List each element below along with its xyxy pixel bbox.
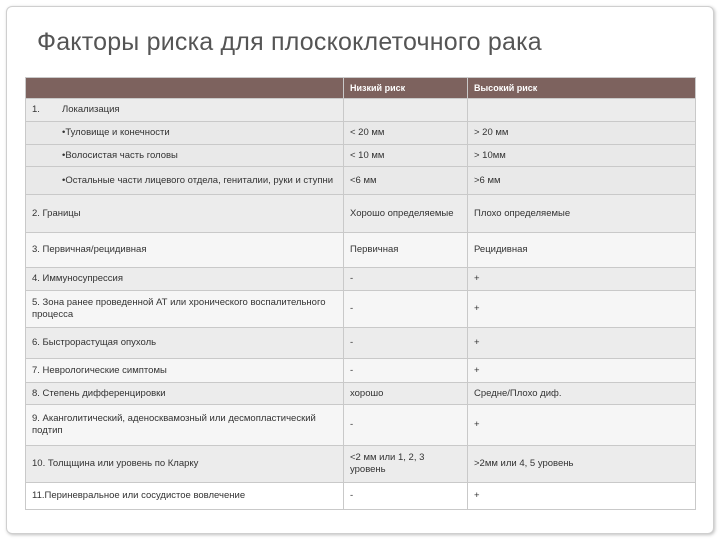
header-blank-cell [26, 78, 344, 99]
row-low: - [344, 328, 468, 359]
row-low: - [344, 405, 468, 446]
row-low: Первичная [344, 233, 468, 268]
sub-high: > 20 мм [468, 122, 696, 145]
row-label: 9. Аканголитический, аденосквамозный или десмопластический подтип [26, 405, 344, 446]
row-label: 7. Неврологические симптомы [26, 359, 344, 383]
sub-label: •Туловище и конечности [26, 122, 344, 145]
table-header-row [26, 78, 696, 99]
table-row [26, 268, 696, 291]
table-row [26, 233, 696, 268]
row-low: хорошо [344, 383, 468, 405]
row-high: >2мм или 4, 5 уровень [468, 446, 696, 483]
table-row [26, 405, 696, 446]
table-row [26, 291, 696, 328]
localization-low-cell [344, 99, 468, 122]
row-high: + [468, 483, 696, 510]
row-low: - [344, 359, 468, 383]
row-high: Рецидивная [468, 233, 696, 268]
row-label: 11.Периневральное или сосудистое вовлечение [26, 483, 344, 510]
sub-high: > 10мм [468, 145, 696, 167]
table-row [26, 328, 696, 359]
row-high: + [468, 405, 696, 446]
row-label: 5. Зона ранее проведенной АТ или хронического воспалительного процесса [26, 291, 344, 328]
table-row [26, 446, 696, 483]
sub-label: •Волосистая часть головы [26, 145, 344, 167]
row-high: + [468, 268, 696, 291]
table-row [26, 195, 696, 233]
sub-low: < 10 мм [344, 145, 468, 167]
table-row [26, 483, 696, 510]
header-high-risk: Высокий риск [468, 78, 696, 99]
row-low: - [344, 291, 468, 328]
row-label: 6. Быстрорастущая опухоль [26, 328, 344, 359]
row-low: <2 мм или 1, 2, 3 уровень [344, 446, 468, 483]
row-label: 10. Толщщина или уровень по Кларку [26, 446, 344, 483]
row-low: Хорошо определяемые [344, 195, 468, 233]
row-low: - [344, 483, 468, 510]
table-row-sub [26, 167, 696, 195]
row-high: + [468, 291, 696, 328]
row-label: 8. Степень дифференцировки [26, 383, 344, 405]
table-row-sub [26, 122, 696, 145]
table-row-sub [26, 145, 696, 167]
row-label: 2. Границы [26, 195, 344, 233]
table-row-localization [26, 99, 696, 122]
sub-low: < 20 мм [344, 122, 468, 145]
localization-high-cell [468, 99, 696, 122]
header-low-risk: Низкий риск [344, 78, 468, 99]
sub-label: •Остальные части лицевого отдела, гениталии, руки и ступни [26, 167, 344, 195]
row-high: Средне/Плохо диф. [468, 383, 696, 405]
row-high: Плохо определяемые [468, 195, 696, 233]
risk-factors-table [25, 77, 696, 510]
row-label: 4. Иммуносупрессия [26, 268, 344, 291]
row-high: + [468, 359, 696, 383]
sub-low: <6 мм [344, 167, 468, 195]
row-low: - [344, 268, 468, 291]
table-row [26, 383, 696, 405]
localization-label-cell [26, 99, 344, 122]
sub-high: >6 мм [468, 167, 696, 195]
localization-label: Локализация [62, 104, 120, 115]
slide-title: Факторы риска для плоскоклеточного рака [37, 28, 542, 56]
row-high: + [468, 328, 696, 359]
localization-number: 1. [32, 104, 40, 115]
table-row [26, 359, 696, 383]
row-label: 3. Первичная/рецидивная [26, 233, 344, 268]
